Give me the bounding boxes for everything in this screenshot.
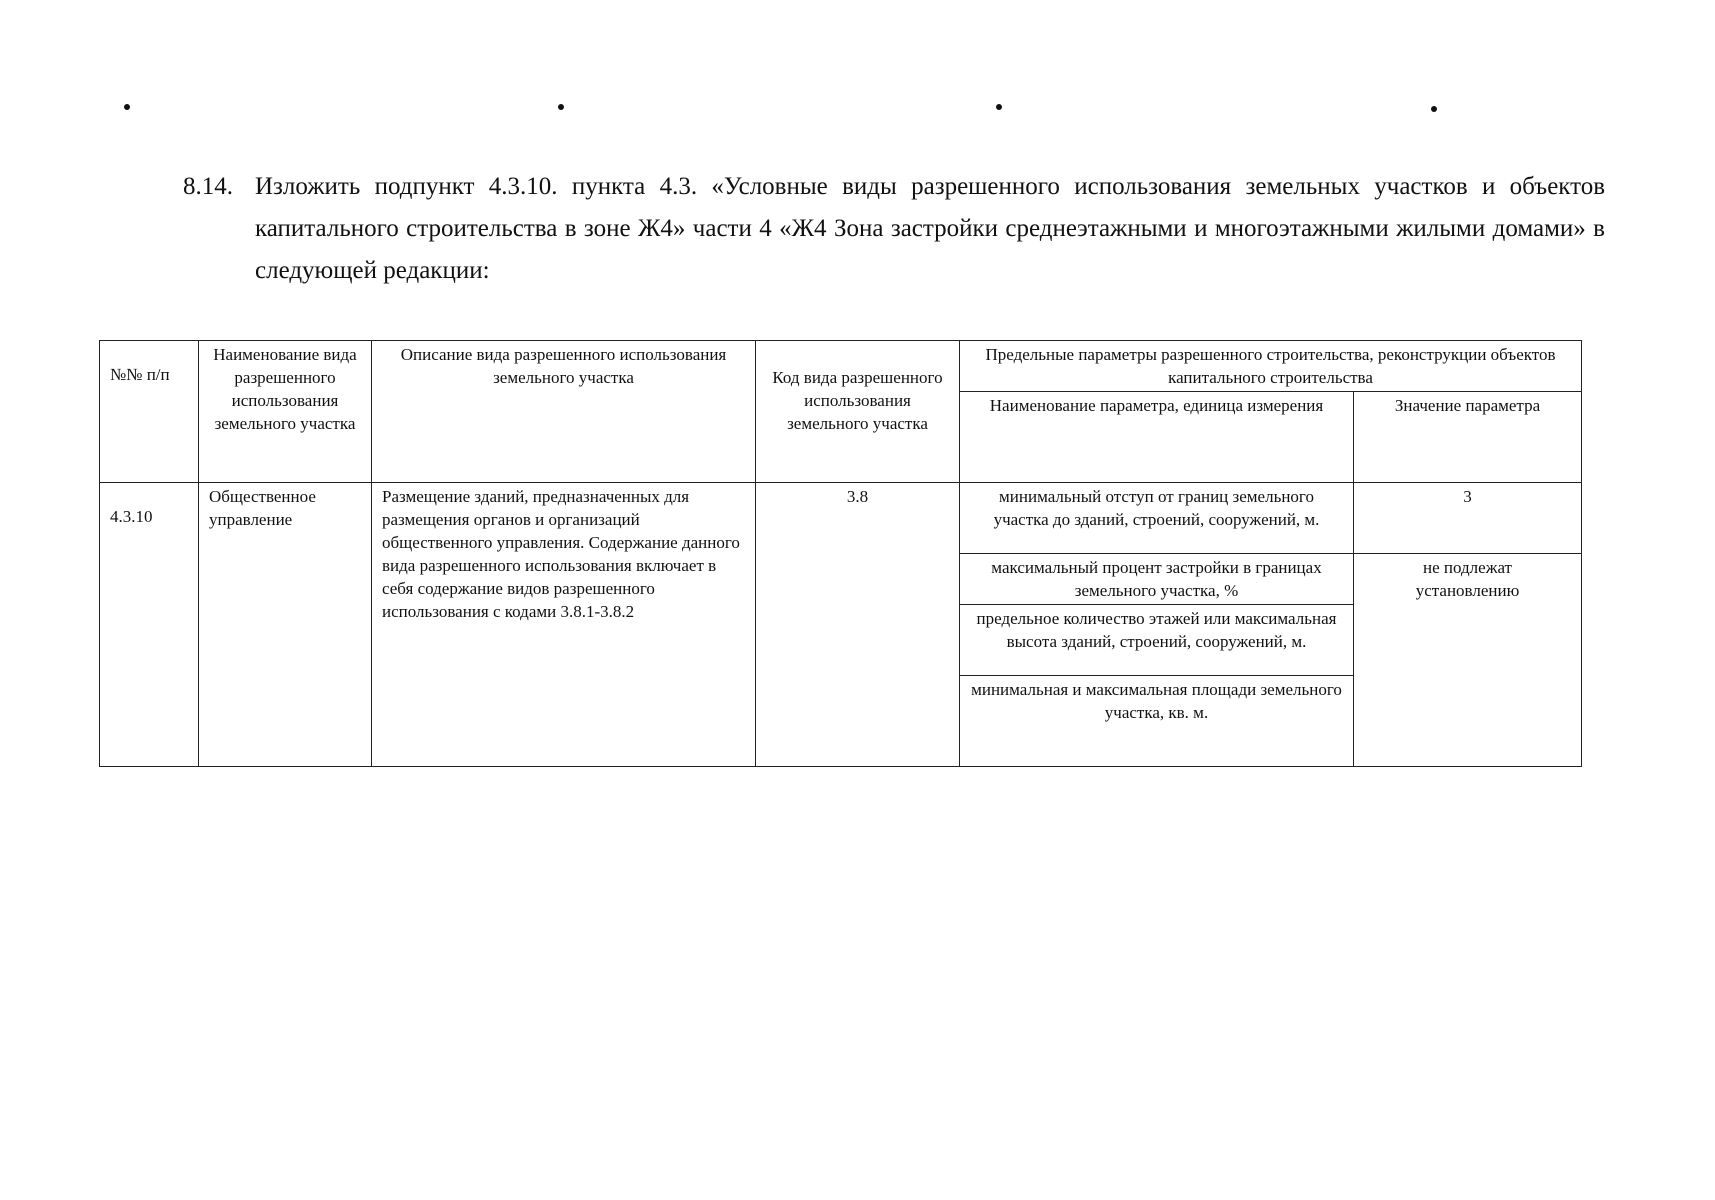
scan-mark-2 bbox=[558, 104, 564, 110]
table-row bbox=[100, 483, 1582, 554]
scan-mark-4 bbox=[1431, 106, 1437, 112]
header-description: Описание вида разрешенного использования земельного участка bbox=[372, 341, 756, 483]
param-name-3: предельное количество этажей или максимальная высота зданий, строений, сооружений, м. bbox=[960, 605, 1354, 676]
header-limits: Предельные параметры разрешенного строительства, реконструкции объектов капитального строительства bbox=[960, 341, 1582, 392]
param-name-1: минимальный отступ от границ земельного участка до зданий, строений, сооружений, м. bbox=[960, 483, 1354, 554]
row-code: 3.8 bbox=[756, 483, 960, 767]
header-param-value: Значение параметра bbox=[1354, 392, 1582, 483]
table-header-row bbox=[100, 341, 1582, 392]
param-name-2: максимальный процент застройки в границах земельного участка, % bbox=[960, 554, 1354, 605]
param-name-4: минимальная и максимальная площади земельного участка, кв. м. bbox=[960, 676, 1354, 767]
header-num: №№ п/п bbox=[100, 341, 199, 483]
row-description: Размещение зданий, предназначенных для размещения органов и организаций общественного управления. Содержание данного вида разрешенного использования включает в себя содержание видов разрешенного использования с кодами 3.8.1-3.8.2 bbox=[372, 483, 756, 767]
permitted-use-table bbox=[99, 340, 1582, 767]
amendment-paragraph bbox=[183, 166, 1605, 292]
row-num: 4.3.10 bbox=[100, 483, 199, 767]
paragraph-number: 8.14. bbox=[183, 173, 233, 200]
header-use-name: Наименование вида разрешенного использования земельного участка bbox=[199, 341, 372, 483]
param-value-1: 3 bbox=[1354, 483, 1582, 554]
header-code: Код вида разрешенного использования земельного участка bbox=[756, 341, 960, 483]
header-param-name: Наименование параметра, единица измерения bbox=[960, 392, 1354, 483]
scan-mark-1 bbox=[124, 104, 130, 110]
scan-mark-3 bbox=[996, 104, 1002, 110]
paragraph-text: Изложить подпункт 4.3.10. пункта 4.3. «Условные виды разрешенного использования земельных участков и объектов капитального строительства в зоне Ж4» части 4 «Ж4 Зона застройки среднеэтажными и многоэтажными жилыми домами» в следующей редакции: bbox=[255, 173, 1605, 284]
row-use-name: Общественное управление bbox=[199, 483, 372, 767]
param-value-2: не подлежат установлению bbox=[1354, 554, 1582, 767]
